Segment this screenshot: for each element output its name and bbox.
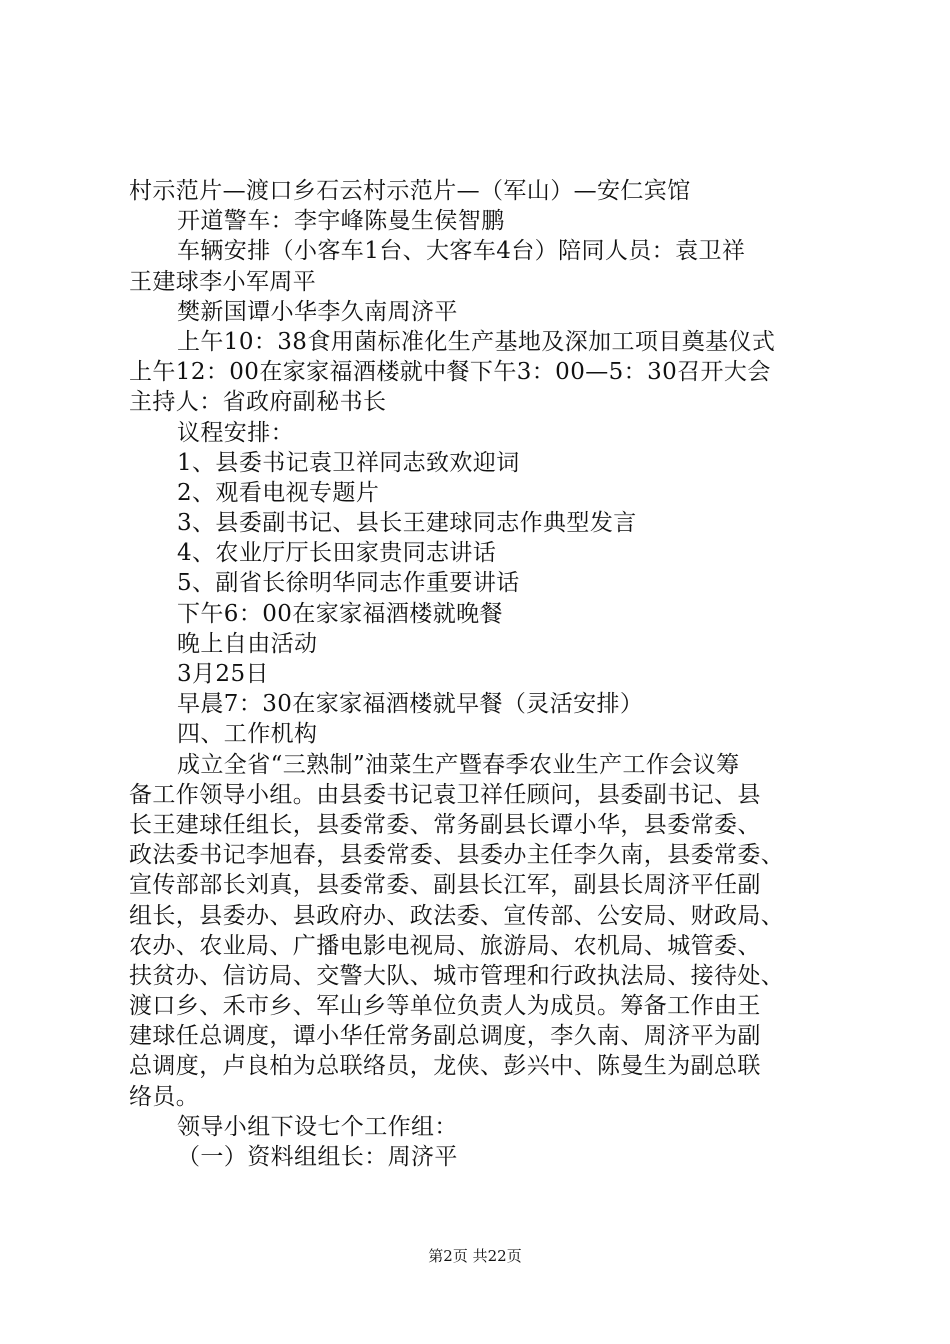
text-line: 主持人：省政府副秘书长 bbox=[129, 389, 387, 416]
text-line: 渡口乡、禾市乡、军山乡等单位负责人为成员。筹备工作由王 bbox=[129, 993, 761, 1020]
text-line: 络员。 bbox=[129, 1083, 200, 1110]
text-line: 车辆安排（小客车1台、大客车4台）陪同人员：袁卫祥 bbox=[177, 238, 746, 265]
text-line: 宣传部部长刘真，县委常委、副县长江军，副县长周济平任副 bbox=[129, 872, 761, 899]
text-line: 政法委书记李旭春，县委常委、县委办主任李久南，县委常委、 bbox=[129, 842, 785, 869]
text-line: 樊新国谭小华李久南周济平 bbox=[177, 298, 458, 325]
document-body bbox=[129, 176, 833, 1172]
text-line: 建球任总调度，谭小华任常务副总调度，李久南、周济平为副 bbox=[129, 1023, 761, 1050]
text-line: 早晨7：30在家家福酒楼就早餐（灵活安排） bbox=[177, 691, 644, 718]
text-line: 3月25日 bbox=[177, 661, 269, 687]
text-line: 备工作领导小组。由县委书记袁卫祥任顾问，县委副书记、县 bbox=[129, 781, 761, 808]
text-line: 晚上自由活动 bbox=[177, 630, 318, 657]
text-line: 扶贫办、信访局、交警大队、城市管理和行政执法局、接待处、 bbox=[129, 962, 785, 989]
text-line: 1、县委书记袁卫祥同志致欢迎词 bbox=[177, 449, 520, 476]
page-footer: 第2页 共22页 bbox=[428, 1247, 522, 1265]
text-line: 组长，县委办、县政府办、政法委、宣传部、公安局、财政局、 bbox=[129, 902, 785, 929]
text-line: 王建球李小军周平 bbox=[129, 268, 317, 295]
text-line: 4、农业厅厅长田家贵同志讲话 bbox=[177, 540, 497, 567]
text-line: 上午10：38食用菌标准化生产基地及深加工项目奠基仪式 bbox=[177, 328, 776, 355]
text-line: 四、工作机构 bbox=[177, 721, 318, 748]
text-line: 总调度，卢良柏为总联络员，龙侠、彭兴中、陈曼生为副总联 bbox=[129, 1053, 761, 1080]
text-line: 议程安排： bbox=[177, 419, 294, 446]
text-line: 上午12：00在家家福酒楼就中餐下午3：00—5：30召开大会 bbox=[129, 359, 771, 386]
text-line: 成立全省“三熟制”油菜生产暨春季农业生产工作会议筹 bbox=[177, 751, 740, 778]
text-line: 农办、农业局、广播电影电视局、旅游局、农机局、城管委、 bbox=[129, 932, 761, 959]
text-line: 领导小组下设七个工作组： bbox=[177, 1113, 458, 1140]
text-line: 下午6：00在家家福酒楼就晚餐 bbox=[177, 600, 503, 627]
text-line: 2、观看电视专题片 bbox=[177, 479, 380, 506]
text-line: （一）资料组组长：周济平 bbox=[177, 1144, 458, 1170]
text-line: 开道警车：李宇峰陈曼生侯智鹏 bbox=[177, 208, 505, 235]
text-line: 长王建球任组长，县委常委、常务副县长谭小华，县委常委、 bbox=[129, 811, 761, 838]
text-line: 3、县委副书记、县长王建球同志作典型发言 bbox=[177, 510, 637, 537]
text-line: 5、副省长徐明华同志作重要讲话 bbox=[177, 570, 520, 597]
text-line: 村示范片—渡口乡石云村示范片—（军山）—安仁宾馆 bbox=[129, 178, 691, 204]
